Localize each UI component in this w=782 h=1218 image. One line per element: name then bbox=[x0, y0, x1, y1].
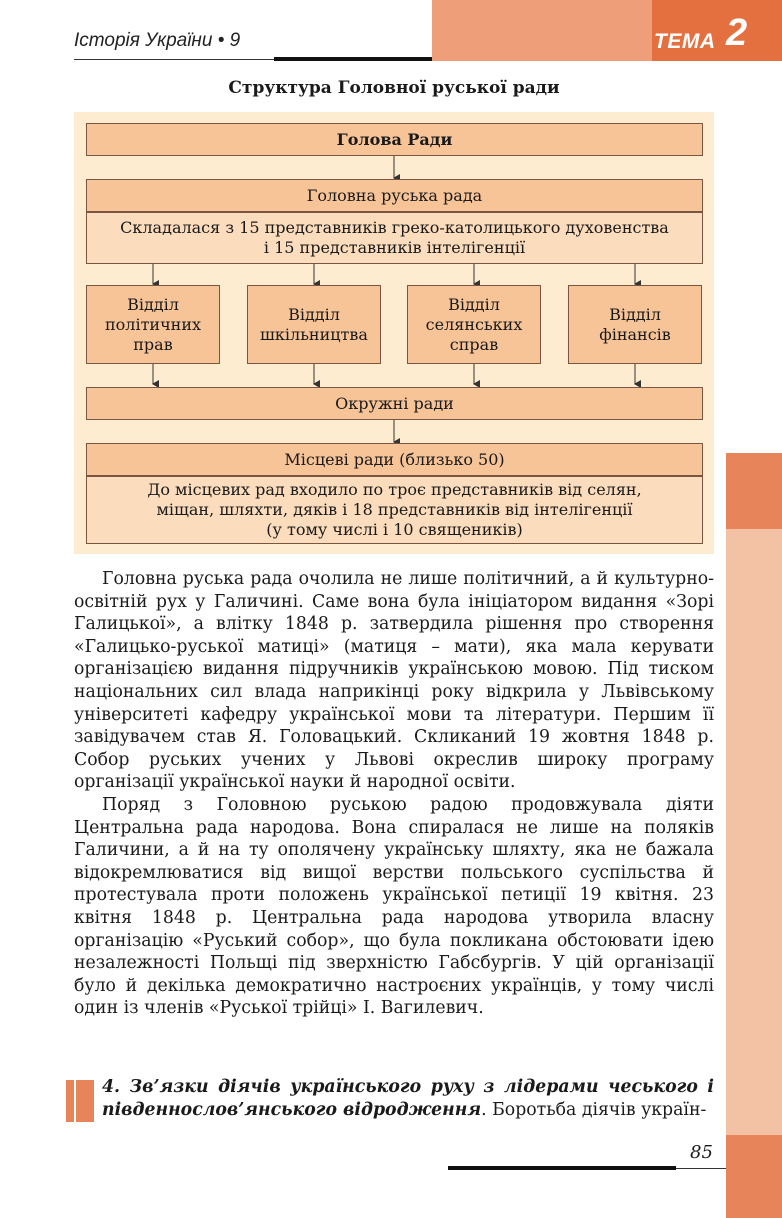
department-line: прав bbox=[133, 334, 173, 354]
section-text: . Боротьба діячів україн- bbox=[481, 1099, 707, 1120]
department-line: селянських bbox=[425, 314, 523, 334]
department-finance bbox=[568, 285, 702, 364]
local-desc-line-2: міщан, шляхти, дяків і 18 представників від інтелігенції bbox=[156, 500, 633, 519]
footer-rule-thick bbox=[448, 1166, 676, 1170]
page-number: 85 bbox=[690, 1142, 713, 1163]
main-council-box: Головна руська рада bbox=[86, 179, 703, 212]
local-desc-line-3: (у тому числі і 10 священиків) bbox=[266, 520, 523, 539]
department-political-rights bbox=[86, 285, 220, 364]
paragraph-2: Поряд з Головною руською радою продовжувала діяти Центральна рада народова. Вона спиралася не лише на поляків Галичини, а й на ту ополячену українську шляхту, яка не бажала відокремлюватися від вищої верстви польського суспільства й протестувала проти положень української петиції 19 квітня. 23 квітня 1848 р. Центральна рада народова утворила власну організацію «Руський собор», що була покликана обстоювати ідею незалежності Польщі під зверхністю Габсбургів. У цій організації було й декілька демократично настроєних українців, у тому числі один із членів «Руської трійці» І. Вагилевич. bbox=[74, 794, 714, 1019]
side-tab-bottom bbox=[726, 1135, 782, 1218]
book-title: Історія України • 9 bbox=[74, 30, 241, 51]
section-heading: 4. Зв’язки діячів українського руху з лідерами чеського і південнослов’янського відродження bbox=[102, 1077, 714, 1120]
local-councils-box: Місцеві ради (близько 50) bbox=[86, 443, 703, 476]
header-rule bbox=[74, 59, 274, 60]
header-rule-thick bbox=[274, 57, 432, 61]
department-schooling bbox=[247, 285, 381, 364]
body-text bbox=[74, 568, 714, 1020]
structure-diagram bbox=[74, 112, 714, 554]
tema-number: 2 bbox=[726, 12, 748, 54]
department-line: Відділ bbox=[609, 304, 661, 324]
main-council-composition bbox=[86, 212, 703, 264]
local-councils-description bbox=[86, 476, 703, 544]
department-peasant-affairs bbox=[407, 285, 541, 364]
side-tab-top bbox=[726, 453, 782, 529]
department-line: Відділ bbox=[127, 294, 179, 314]
section-4 bbox=[102, 1076, 714, 1121]
side-tab-middle bbox=[726, 529, 782, 1135]
diagram-title: Структура Головної руської ради bbox=[228, 78, 560, 98]
department-line: справ bbox=[449, 334, 499, 354]
department-line: фінансів bbox=[599, 324, 671, 344]
paragraph-1: Головна руська рада очолила не лише політичний, а й культурно-освітній рух у Галичині. Саме вона була ініціатором видання «Зорі Галицької», а влітку 1848 р. затвердила рішення про створення «Галицько-руської матиці» (матиця – мати), яка мала керувати організацією видання підручників українською мовою. Під тиском національних сил влада наприкінці року відкрила у Львівському університеті кафедру української мови та літератури. Першим її завідувачем став Я. Головацький. Скликаний 19 жовтня 1848 р. Собор руських учених у Львові окреслив широку програму організації української науки й народної освіти. bbox=[74, 569, 714, 793]
section-marker-icon bbox=[66, 1080, 94, 1122]
head-of-council-box: Голова Ради bbox=[86, 123, 703, 156]
footer-rule bbox=[676, 1168, 726, 1169]
composition-line-2: і 15 представників інтелігенції bbox=[263, 238, 526, 257]
department-line: Відділ bbox=[448, 294, 500, 314]
composition-line-1: Складалася з 15 представників греко-католицького духовенства bbox=[120, 218, 669, 237]
department-line: Відділ bbox=[288, 304, 340, 324]
department-line: політичних bbox=[104, 314, 202, 334]
district-councils-box: Окружні ради bbox=[86, 387, 703, 420]
tema-label: ТЕМА bbox=[654, 30, 716, 53]
local-desc-line-1: До місцевих рад входило по троє представників від селян, bbox=[147, 480, 642, 499]
department-line: шкільництва bbox=[260, 324, 368, 344]
